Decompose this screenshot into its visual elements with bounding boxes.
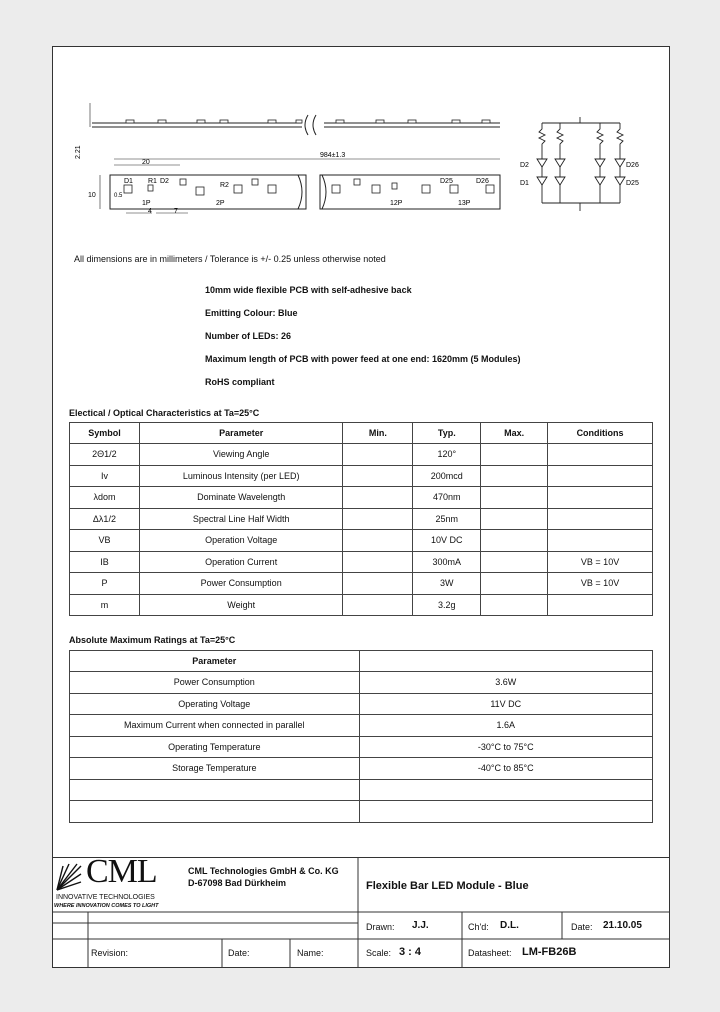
cell bbox=[343, 573, 413, 595]
mechanical-drawing bbox=[70, 85, 650, 225]
label-d2: D2 bbox=[160, 178, 169, 185]
checked-value: D.L. bbox=[500, 920, 519, 931]
table-row bbox=[70, 672, 653, 694]
cell: 300mA bbox=[413, 551, 481, 573]
cell bbox=[548, 530, 653, 552]
cell: 3W bbox=[413, 573, 481, 595]
cell bbox=[343, 594, 413, 616]
cell bbox=[343, 551, 413, 573]
table-row bbox=[70, 758, 653, 780]
table-row bbox=[70, 465, 653, 487]
spec-max-length: Maximum length of PCB with power feed at one end: 1620mm (5 Modules) bbox=[205, 354, 521, 364]
cell bbox=[359, 779, 652, 801]
revision-date-label: Date: bbox=[228, 948, 250, 958]
col-value bbox=[359, 651, 652, 672]
cell bbox=[548, 508, 653, 530]
cell: Viewing Angle bbox=[139, 444, 343, 466]
absolute-title: Absolute Maximum Ratings at Ta=25°C bbox=[69, 635, 236, 645]
cell: VB = 10V bbox=[548, 551, 653, 573]
cell: 2Θ1/2 bbox=[70, 444, 140, 466]
cell bbox=[481, 487, 548, 509]
cell: Luminous Intensity (per LED) bbox=[139, 465, 343, 487]
cml-logo-tagline: WHERE INNOVATION COMES TO LIGHT bbox=[54, 903, 159, 909]
label-r2: R2 bbox=[220, 182, 229, 189]
schematic-d26: D26 bbox=[626, 162, 639, 169]
schematic-d2: D2 bbox=[520, 162, 529, 169]
absolute-table bbox=[69, 650, 653, 823]
label-r1: R1 bbox=[148, 178, 157, 185]
cell: Weight bbox=[139, 594, 343, 616]
cell: 1.6A bbox=[359, 715, 652, 737]
label-12p: 12P bbox=[390, 200, 403, 207]
table-row bbox=[70, 715, 653, 737]
dim-length: 984±1.3 bbox=[320, 152, 346, 159]
schematic-d25: D25 bbox=[626, 180, 639, 187]
drawn-value: J.J. bbox=[412, 920, 429, 931]
col-parameter: Parameter bbox=[70, 651, 360, 672]
cell bbox=[359, 801, 652, 823]
dim-7: 7 bbox=[174, 208, 178, 215]
cell: Dominate Wavelength bbox=[139, 487, 343, 509]
cell: 25nm bbox=[413, 508, 481, 530]
cell: Power Consumption bbox=[139, 573, 343, 595]
checked-label: Ch'd: bbox=[468, 922, 489, 932]
cell bbox=[481, 551, 548, 573]
date-label: Date: bbox=[571, 922, 593, 932]
label-d26: D26 bbox=[476, 178, 489, 185]
table-row bbox=[70, 487, 653, 509]
cell: 470nm bbox=[413, 487, 481, 509]
dim-small: 0.5 bbox=[114, 193, 123, 199]
cell: 11V DC bbox=[359, 693, 652, 715]
cell: 120° bbox=[413, 444, 481, 466]
cell: Operating Temperature bbox=[70, 736, 360, 758]
cell: Power Consumption bbox=[70, 672, 360, 694]
table-row bbox=[70, 736, 653, 758]
cell bbox=[548, 465, 653, 487]
product-title: Flexible Bar LED Module - Blue bbox=[366, 880, 529, 892]
col-max: Max. bbox=[481, 423, 548, 444]
spec-colour: Emitting Colour: Blue bbox=[205, 308, 298, 318]
table-row bbox=[70, 594, 653, 616]
col-symbol: Symbol bbox=[70, 423, 140, 444]
cell: Operating Voltage bbox=[70, 693, 360, 715]
cell bbox=[343, 508, 413, 530]
cell: Iv bbox=[70, 465, 140, 487]
cml-logo-text: CML bbox=[86, 853, 157, 890]
cell bbox=[343, 530, 413, 552]
cell bbox=[481, 508, 548, 530]
label-13p: 13P bbox=[458, 200, 471, 207]
cell: Δλ1/2 bbox=[70, 508, 140, 530]
drawn-label: Drawn: bbox=[366, 922, 395, 932]
cell: VB bbox=[70, 530, 140, 552]
table-row bbox=[70, 530, 653, 552]
cell: IB bbox=[70, 551, 140, 573]
cell bbox=[481, 465, 548, 487]
cell bbox=[70, 779, 360, 801]
name-label: Name: bbox=[297, 948, 324, 958]
col-typ: Typ. bbox=[413, 423, 481, 444]
revision-label: Revision: bbox=[91, 948, 129, 958]
cell: -40°C to 85°C bbox=[359, 758, 652, 780]
schematic-d1: D1 bbox=[520, 180, 529, 187]
cell: Operation Voltage bbox=[139, 530, 343, 552]
cell: Maximum Current when connected in parallel bbox=[70, 715, 360, 737]
table-header-row bbox=[70, 651, 653, 672]
label-1p: 1P bbox=[142, 200, 151, 207]
cell: P bbox=[70, 573, 140, 595]
electrical-title: Electical / Optical Characteristics at Ta=25°C bbox=[69, 408, 260, 418]
table-row bbox=[70, 508, 653, 530]
cell bbox=[481, 530, 548, 552]
dim-module: 20 bbox=[142, 159, 150, 166]
electrical-table bbox=[69, 422, 653, 616]
col-conditions: Conditions bbox=[548, 423, 653, 444]
label-2p: 2P bbox=[216, 200, 225, 207]
table-row bbox=[70, 801, 653, 823]
spec-pcb: 10mm wide flexible PCB with self-adhesive back bbox=[205, 285, 412, 295]
table-row bbox=[70, 573, 653, 595]
cell: 10V DC bbox=[413, 530, 481, 552]
table-row bbox=[70, 444, 653, 466]
table-header-row bbox=[70, 423, 653, 444]
table-row bbox=[70, 551, 653, 573]
cell bbox=[70, 801, 360, 823]
cell bbox=[343, 444, 413, 466]
cell bbox=[481, 444, 548, 466]
cell: Operation Current bbox=[139, 551, 343, 573]
cml-logo-sub: INNOVATIVE TECHNOLOGIES bbox=[56, 894, 155, 901]
scale-label: Scale: bbox=[366, 948, 392, 958]
company-name: CML Technologies GmbH & Co. KG bbox=[188, 866, 339, 876]
cell bbox=[481, 594, 548, 616]
col-min: Min. bbox=[343, 423, 413, 444]
cell: VB = 10V bbox=[548, 573, 653, 595]
label-d25: D25 bbox=[440, 178, 453, 185]
dim-4: 4 bbox=[148, 208, 152, 215]
table-row bbox=[70, 693, 653, 715]
datasheet-value: LM-FB26B bbox=[522, 946, 577, 958]
cell: λdom bbox=[70, 487, 140, 509]
cell: m bbox=[70, 594, 140, 616]
cell bbox=[548, 444, 653, 466]
table-row bbox=[70, 779, 653, 801]
cell: 3.6W bbox=[359, 672, 652, 694]
scale-value: 3 : 4 bbox=[399, 946, 422, 958]
cell bbox=[548, 594, 653, 616]
cml-logo-icon bbox=[55, 862, 83, 892]
datasheet-label: Datasheet: bbox=[468, 948, 512, 958]
cell: Spectral Line Half Width bbox=[139, 508, 343, 530]
cell bbox=[343, 465, 413, 487]
dim-width: 10 bbox=[88, 192, 96, 199]
cell: 3.2g bbox=[413, 594, 481, 616]
cell bbox=[481, 573, 548, 595]
spec-rohs: RoHS compliant bbox=[205, 377, 275, 387]
spec-led-count: Number of LEDs: 26 bbox=[205, 331, 292, 341]
cell bbox=[548, 487, 653, 509]
date-value: 21.10.05 bbox=[603, 920, 642, 931]
dimension-note: All dimensions are in millimeters / Tolerance is +/- 0.25 unless otherwise noted bbox=[74, 254, 386, 264]
label-d1: D1 bbox=[124, 178, 133, 185]
company-address: D-67098 Bad Dürkheim bbox=[188, 878, 287, 888]
dim-height-top: 2.21 bbox=[75, 145, 82, 159]
col-parameter: Parameter bbox=[139, 423, 343, 444]
cell: 200mcd bbox=[413, 465, 481, 487]
cell: -30°C to 75°C bbox=[359, 736, 652, 758]
cell: Storage Temperature bbox=[70, 758, 360, 780]
cell bbox=[343, 487, 413, 509]
